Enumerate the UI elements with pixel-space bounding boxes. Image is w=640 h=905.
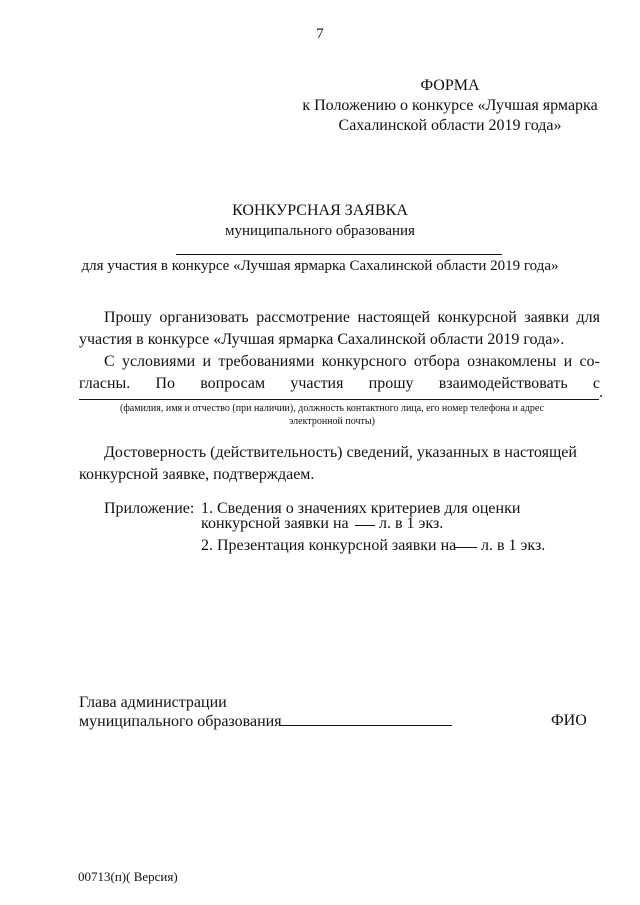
- request-line-3: [104, 351, 600, 373]
- contact-period: .: [599, 384, 603, 401]
- word: взаимодействовать: [438, 375, 568, 392]
- sheet-count-blank-2: [455, 547, 477, 548]
- word: требованиями: [218, 353, 315, 370]
- sheet-count-blank-1: [355, 525, 375, 526]
- word: и: [563, 353, 573, 370]
- word: ознакомлены: [467, 353, 557, 370]
- confirmation-line-2: конкурсной заявке, подтверждаем.: [79, 466, 315, 483]
- request-line-4: [79, 373, 600, 395]
- contact-hint: (фамилия, имя и отчество (при наличии), должность контактного лица, его номер телефона и адрес электронной почты): [120, 403, 544, 427]
- signature-position-line2: муниципального образования: [79, 713, 282, 730]
- word: с: [592, 375, 600, 392]
- word: конкурсной: [437, 309, 517, 326]
- word: По: [155, 375, 175, 392]
- attachment-item-1-line2-a: конкурсной заявки на: [201, 515, 349, 532]
- word: для: [576, 309, 600, 326]
- page-number: 7: [316, 26, 324, 42]
- application-subtitle: муниципального образования: [225, 223, 415, 239]
- signature-name: ФИО: [551, 712, 587, 729]
- participation-line: для участия в конкурсе «Лучшая ярмарка Сахалинской области 2019 года»: [81, 258, 559, 274]
- word: отбора: [413, 353, 460, 370]
- attachments-label: Приложение:: [104, 500, 195, 517]
- word: участия: [290, 375, 344, 392]
- form-header: [300, 76, 600, 136]
- word: заявки: [524, 309, 570, 326]
- attachment-item-1-line1: 1. Сведения о значениях критериев для оценки: [201, 500, 521, 517]
- request-line-2: участия в конкурсе «Лучшая ярмарка Сахалинской области 2019 года».: [79, 331, 565, 348]
- application-title: КОНКУРСНАЯ ЗАЯВКА: [232, 202, 408, 219]
- word: конкурсного: [321, 353, 407, 370]
- word: Прошу: [104, 309, 152, 326]
- word: вопросам: [200, 375, 266, 392]
- word: со-: [579, 353, 600, 370]
- form-subtitle-line2: Сахалинской области 2019 года»: [338, 117, 562, 134]
- word: прошу: [368, 375, 414, 392]
- request-line-1: [104, 307, 600, 329]
- word: организовать: [159, 309, 249, 326]
- form-subtitle-line1: к Положению о конкурсе «Лучшая ярмарка: [302, 97, 598, 114]
- word: С: [104, 353, 115, 370]
- confirmation-line-1: Достоверность (действительность) сведений, указанных в настоящей: [104, 444, 577, 461]
- contact-blank-line: [79, 399, 599, 400]
- attachment-item-2-b: л. в 1 экз.: [481, 537, 546, 554]
- municipality-blank-line: [176, 254, 502, 255]
- attachment-item-1-line2-b: л. в 1 экз.: [379, 515, 444, 532]
- word: гласны.: [79, 375, 131, 392]
- signature-line: [280, 725, 452, 726]
- form-title: ФОРМА: [420, 77, 480, 94]
- word: и: [202, 353, 212, 370]
- word: настоящей: [357, 309, 431, 326]
- word: рассмотрение: [256, 309, 350, 326]
- footer-code: 00713(п)( Версия): [78, 869, 178, 884]
- word: условиями: [121, 353, 196, 370]
- signature-position-line1: Глава администрации: [79, 694, 227, 711]
- attachment-item-2-a: 2. Презентация конкурсной заявки на: [201, 537, 457, 554]
